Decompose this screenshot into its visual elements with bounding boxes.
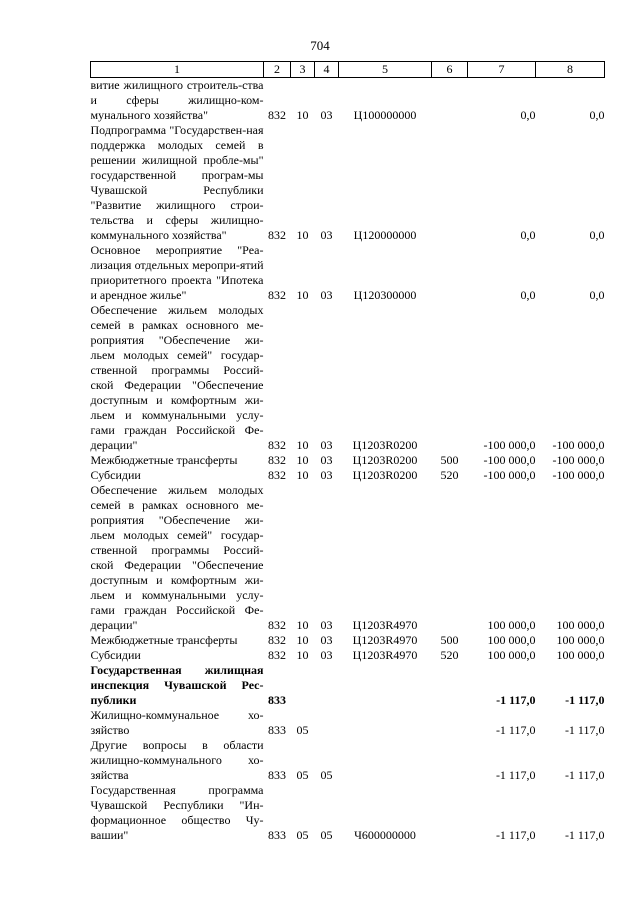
row-code-ministry: 833 bbox=[268, 723, 286, 737]
row-code-target: Ц1203R4970 bbox=[352, 633, 418, 647]
row-code-section bbox=[291, 663, 315, 708]
row-code-subsection: 03 bbox=[320, 108, 333, 122]
row-code-section: 10 bbox=[296, 633, 309, 647]
table-row bbox=[91, 78, 605, 124]
row-name: Субсидии bbox=[90, 468, 141, 482]
row-amount-year1: 100 000,0 bbox=[487, 648, 536, 662]
budget-table bbox=[90, 61, 605, 843]
row-name: Межбюджетные трансферты bbox=[90, 453, 238, 467]
row-code-ministry: 832 bbox=[268, 288, 286, 302]
table-row bbox=[91, 483, 605, 633]
row-code-target: Ц120000000 bbox=[353, 228, 417, 242]
row-amount-year2: 0,0 bbox=[589, 288, 605, 302]
row-amount-year2: -100 000,0 bbox=[552, 468, 605, 482]
row-amount-year1: 0,0 bbox=[520, 288, 536, 302]
row-code-subsection: 03 bbox=[320, 648, 333, 662]
column-header: 6 bbox=[432, 62, 468, 78]
row-code-section: 05 bbox=[296, 768, 309, 782]
row-code-subsection: 03 bbox=[320, 453, 333, 467]
row-name: Жилищно-коммунальное хо-зяйство bbox=[90, 708, 264, 737]
table-row bbox=[91, 663, 605, 708]
row-code-subsection: 03 bbox=[320, 468, 333, 482]
row-code-subsection bbox=[315, 663, 339, 708]
column-header: 2 bbox=[264, 62, 291, 78]
row-name: Основное мероприятие "Реа-лизация отдельных меропри-ятий приоритетного проекта "Ипотека и арендное жилье" bbox=[90, 243, 264, 302]
row-name: Межбюджетные трансферты bbox=[90, 633, 238, 647]
table-row bbox=[91, 303, 605, 453]
row-code-target: Ц1203R0200 bbox=[352, 453, 418, 467]
row-amount-year2: 100 000,0 bbox=[556, 633, 605, 647]
row-code-ministry: 832 bbox=[268, 438, 286, 452]
row-code-section: 10 bbox=[296, 438, 309, 452]
row-code-ministry: 832 bbox=[268, 618, 286, 632]
row-amount-year2: -1 117,0 bbox=[564, 768, 605, 782]
row-code-subsection: 05 bbox=[320, 768, 333, 782]
row-code-ministry: 832 bbox=[268, 468, 286, 482]
row-code-subsection bbox=[315, 708, 339, 738]
row-code-section: 10 bbox=[296, 288, 309, 302]
row-code-section: 05 bbox=[296, 828, 309, 842]
row-code-expense-type bbox=[432, 303, 468, 453]
row-amount-year1: -1 117,0 bbox=[496, 693, 536, 707]
row-code-expense-type bbox=[432, 123, 468, 243]
row-code-target bbox=[339, 663, 432, 708]
row-code-subsection: 03 bbox=[320, 228, 333, 242]
row-code-expense-type: 500 bbox=[440, 453, 459, 467]
row-amount-year2: 100 000,0 bbox=[556, 648, 605, 662]
row-amount-year2: 100 000,0 bbox=[556, 618, 605, 632]
row-code-target: Ц1203R0200 bbox=[352, 468, 418, 482]
row-code-target: Ц1203R4970 bbox=[352, 648, 418, 662]
row-code-subsection: 03 bbox=[320, 633, 333, 647]
table-row bbox=[91, 243, 605, 303]
row-name: Подпрограмма "Государствен-ная поддержка молодых семей в решении жилищной пробле-мы" государственной програм-мы Чувашской Республики "Развитие жилищного строи-тельства и сферы жилищно-коммунального хозяйства" bbox=[90, 123, 264, 242]
row-code-section: 10 bbox=[296, 618, 309, 632]
row-amount-year2: 0,0 bbox=[589, 108, 605, 122]
row-name: Обеспечение жильем молодых семей в рамках основного ме-роприятия "Обеспечение жи-льем молодых семей" государ-ственной программы Россий-ской Федерации "Обеспечение доступным и комфортным жи-льем и коммунальными услу-гами граждан Российской Фе-дерации" bbox=[90, 303, 264, 452]
row-amount-year1: -1 117,0 bbox=[495, 723, 536, 737]
row-code-expense-type: 520 bbox=[440, 468, 459, 482]
row-code-section: 10 bbox=[296, 468, 309, 482]
row-code-section: 10 bbox=[296, 648, 309, 662]
table-row bbox=[91, 648, 605, 663]
column-header: 8 bbox=[536, 62, 605, 78]
row-code-ministry: 833 bbox=[268, 828, 286, 842]
row-code-target: Ц1203R0200 bbox=[352, 438, 418, 452]
row-code-target: Ц1203R4970 bbox=[352, 618, 418, 632]
row-amount-year1: -100 000,0 bbox=[483, 453, 536, 467]
row-code-subsection: 03 bbox=[320, 438, 333, 452]
row-amount-year1: 100 000,0 bbox=[487, 633, 536, 647]
row-code-target bbox=[339, 708, 432, 738]
row-name: Государственная жилищная инспекция Чувашской Рес-публики bbox=[90, 663, 264, 707]
row-name: Государственная программа Чувашской Республики "Ин-формационное общество Чу-вашии" bbox=[90, 783, 264, 842]
row-amount-year2: -100 000,0 bbox=[552, 438, 605, 452]
header-row bbox=[91, 62, 605, 78]
row-amount-year1: -100 000,0 bbox=[483, 438, 536, 452]
row-name: Другие вопросы в области жилищно-коммунального хо-зяйства bbox=[90, 738, 264, 782]
row-code-target: Ц120300000 bbox=[353, 288, 417, 302]
row-code-target: Ц100000000 bbox=[353, 108, 417, 122]
row-code-ministry: 832 bbox=[268, 648, 286, 662]
row-code-ministry: 832 bbox=[268, 453, 286, 467]
row-code-expense-type: 500 bbox=[440, 633, 459, 647]
row-amount-year2: -1 117,0 bbox=[565, 693, 605, 707]
table-row bbox=[91, 738, 605, 783]
row-amount-year1: -100 000,0 bbox=[483, 468, 536, 482]
row-code-ministry: 832 bbox=[268, 228, 286, 242]
row-code-expense-type bbox=[432, 78, 468, 124]
column-header: 1 bbox=[91, 62, 264, 78]
row-amount-year2: -1 117,0 bbox=[564, 828, 605, 842]
row-name: витие жилищного строитель-ства и сферы жилищно-ком-мунального хозяйства" bbox=[90, 78, 264, 122]
row-code-expense-type bbox=[432, 783, 468, 843]
row-code-ministry: 833 bbox=[268, 768, 286, 782]
row-code-ministry: 833 bbox=[268, 693, 286, 707]
table-row bbox=[91, 453, 605, 468]
row-code-target: Ч600000000 bbox=[354, 828, 416, 842]
row-code-section: 10 bbox=[296, 453, 309, 467]
row-amount-year1: 0,0 bbox=[520, 108, 536, 122]
row-amount-year1: -1 117,0 bbox=[495, 768, 536, 782]
row-code-expense-type bbox=[432, 738, 468, 783]
table-row bbox=[91, 123, 605, 243]
table-row bbox=[91, 633, 605, 648]
row-amount-year2: -100 000,0 bbox=[552, 453, 605, 467]
column-header: 7 bbox=[468, 62, 536, 78]
row-name: Обеспечение жильем молодых семей в рамках основного ме-роприятия "Обеспечение жи-льем молодых семей" государ-ственной программы Россий-ской Федерации "Обеспечение доступным и комфортным жи-льем и коммунальными услу-гами граждан Российской Фе-дерации" bbox=[90, 483, 264, 632]
row-code-ministry: 832 bbox=[268, 633, 286, 647]
row-amount-year1: -1 117,0 bbox=[495, 828, 536, 842]
row-code-ministry: 832 bbox=[268, 108, 286, 122]
column-header: 5 bbox=[339, 62, 432, 78]
row-code-expense-type: 520 bbox=[440, 648, 459, 662]
table-row bbox=[91, 783, 605, 843]
row-code-section: 10 bbox=[296, 228, 309, 242]
row-code-subsection: 05 bbox=[320, 828, 333, 842]
row-amount-year1: 100 000,0 bbox=[487, 618, 536, 632]
row-code-expense-type bbox=[432, 663, 468, 708]
row-code-subsection: 03 bbox=[320, 288, 333, 302]
row-amount-year2: 0,0 bbox=[589, 228, 605, 242]
page-number: 704 bbox=[310, 38, 330, 53]
row-code-expense-type bbox=[432, 708, 468, 738]
row-amount-year2: -1 117,0 bbox=[564, 723, 605, 737]
column-header: 3 bbox=[291, 62, 315, 78]
table-row bbox=[91, 708, 605, 738]
row-code-target bbox=[339, 738, 432, 783]
column-header: 4 bbox=[315, 62, 339, 78]
row-code-section: 05 bbox=[296, 723, 309, 737]
row-name: Субсидии bbox=[90, 648, 141, 662]
row-code-expense-type bbox=[432, 243, 468, 303]
row-code-section: 10 bbox=[296, 108, 309, 122]
row-amount-year1: 0,0 bbox=[520, 228, 536, 242]
row-code-expense-type bbox=[432, 483, 468, 633]
table-row bbox=[91, 468, 605, 483]
row-code-subsection: 03 bbox=[320, 618, 333, 632]
